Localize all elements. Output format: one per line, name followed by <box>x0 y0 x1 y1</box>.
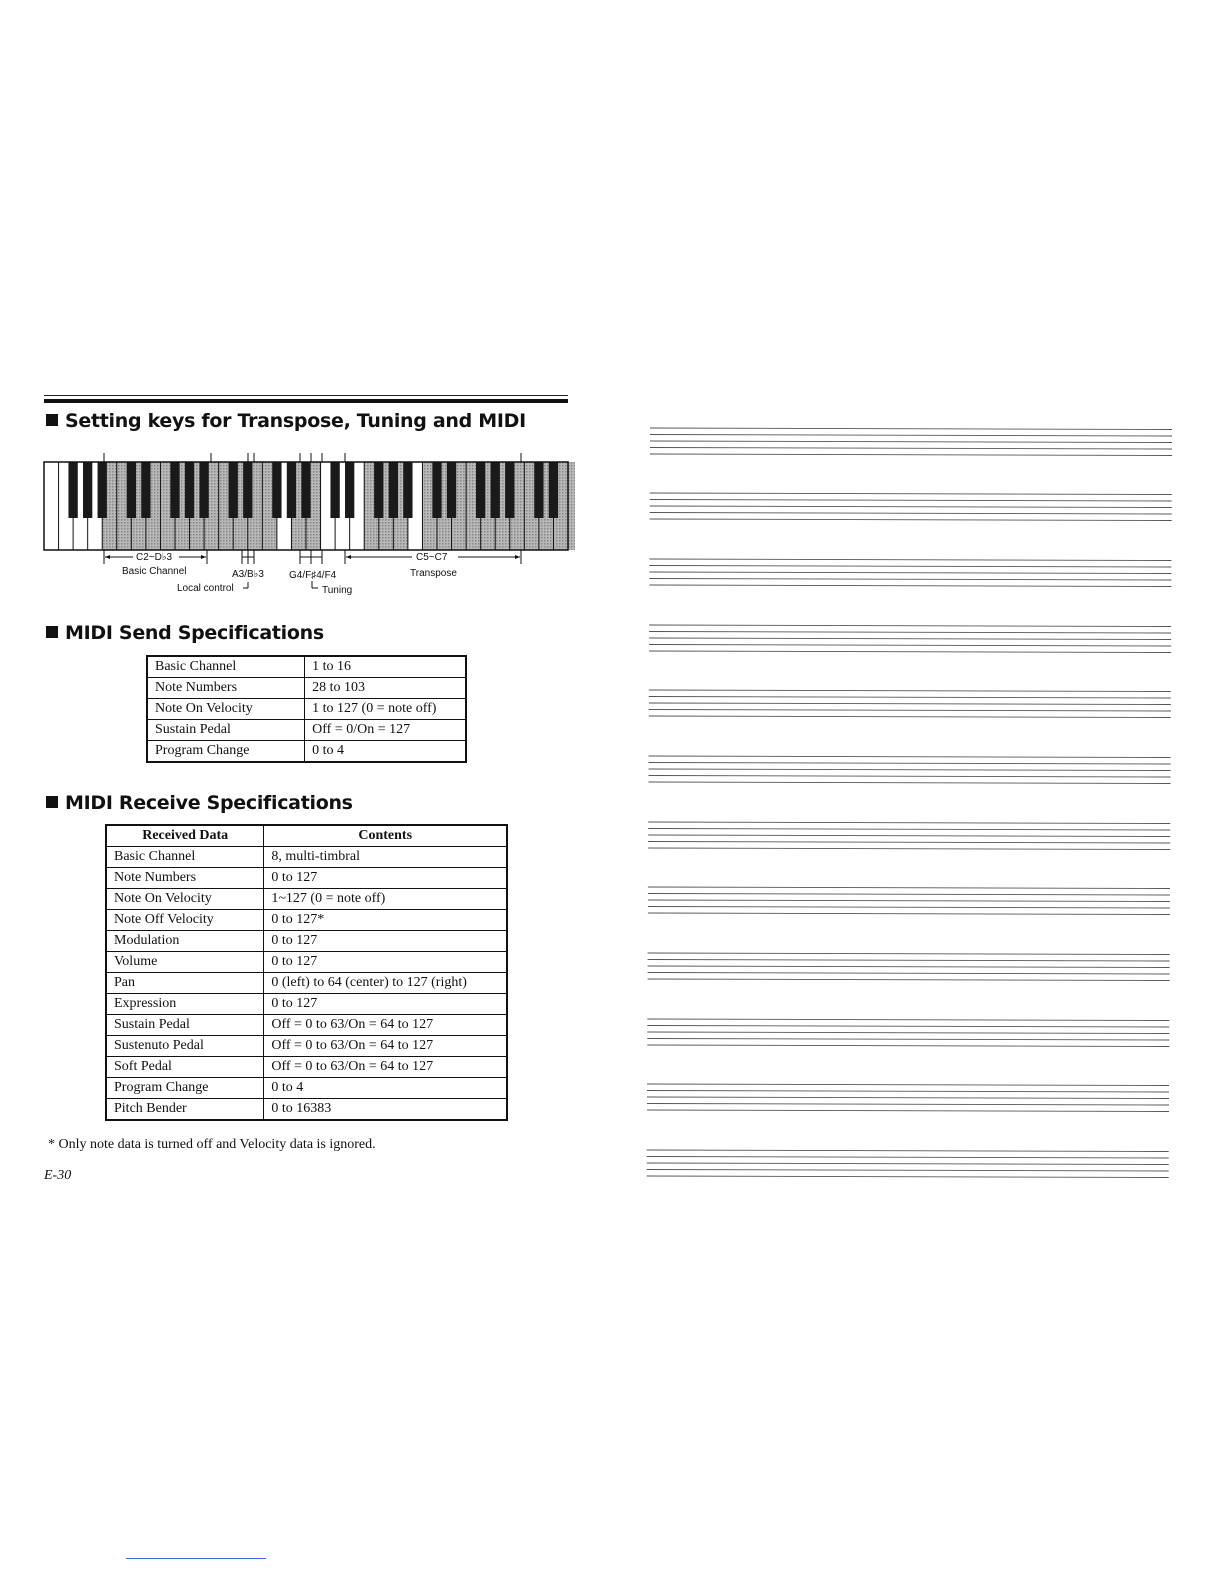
spec-item-cell: Note On Velocity <box>106 889 264 910</box>
spec-item-cell: Program Change <box>147 741 305 763</box>
column-header: Contents <box>264 825 507 847</box>
receive-spec-table <box>105 824 508 1121</box>
music-staff <box>649 625 1171 653</box>
transpose-range-label: C5~C7 <box>416 552 448 563</box>
spec-value-cell: 0 to 4 <box>305 741 466 763</box>
music-staff <box>647 1084 1169 1112</box>
spec-item-cell: Volume <box>106 952 264 973</box>
music-staff <box>650 428 1172 456</box>
send-section-heading: MIDI Send Specifications <box>46 622 324 644</box>
spec-item-cell: Soft Pedal <box>106 1057 264 1078</box>
spec-value-cell: 0 (left) to 64 (center) to 127 (right) <box>264 973 507 994</box>
spec-item-cell: Pitch Bender <box>106 1099 264 1121</box>
table-row <box>106 931 507 952</box>
table-row <box>106 1078 507 1099</box>
table-header-row <box>106 825 507 847</box>
table-row <box>106 910 507 931</box>
spec-value-cell: 0 to 127 <box>264 868 507 889</box>
spec-item-cell: Sustain Pedal <box>147 720 305 741</box>
spec-item-cell: Note Numbers <box>106 868 264 889</box>
key-tick-marks <box>104 453 521 462</box>
keyboard-section-heading: Setting keys for Transpose, Tuning and MIDI <box>46 410 526 432</box>
table-row <box>106 889 507 910</box>
spec-value-cell: 8, multi-timbral <box>264 847 507 868</box>
spec-item-cell: Note On Velocity <box>147 699 305 720</box>
spec-value-cell: Off = 0/On = 127 <box>305 720 466 741</box>
music-staff <box>649 690 1171 718</box>
spec-value-cell: 0 to 127* <box>264 910 507 931</box>
spec-item-cell: Basic Channel <box>106 847 264 868</box>
table-row <box>147 656 466 678</box>
blank-music-staves <box>640 420 1180 1185</box>
spec-item-cell: Program Change <box>106 1078 264 1099</box>
bottom-rule <box>126 1558 266 1559</box>
spec-item-cell: Note Off Velocity <box>106 910 264 931</box>
spec-value-cell: 0 to 16383 <box>264 1099 507 1121</box>
spec-value-cell: 0 to 4 <box>264 1078 507 1099</box>
spec-value-cell: Off = 0 to 63/On = 64 to 127 <box>264 1015 507 1036</box>
table-row <box>147 741 466 763</box>
local-control-label: Local control <box>177 583 234 594</box>
spec-item-cell: Expression <box>106 994 264 1015</box>
spec-item-cell: Modulation <box>106 931 264 952</box>
local-control-key-label: A3/B♭3 <box>232 569 264 580</box>
table-row <box>147 720 466 741</box>
spec-value-cell: 0 to 127 <box>264 931 507 952</box>
music-staff <box>649 559 1171 587</box>
column-header: Received Data <box>106 825 264 847</box>
spec-value-cell: 1~127 (0 = note off) <box>264 889 507 910</box>
spec-value-cell: 1 to 127 (0 = note off) <box>305 699 466 720</box>
music-staff <box>648 953 1170 981</box>
spec-item-cell: Sustain Pedal <box>106 1015 264 1036</box>
table-row <box>106 1099 507 1121</box>
basic-channel-range-label: C2~D♭3 <box>136 552 173 563</box>
transpose-label: Transpose <box>410 568 457 579</box>
header-rule-thin <box>44 395 568 396</box>
tuning-keys-label: G4/F♯4/F4 <box>289 570 337 581</box>
header-rule-thick <box>44 399 568 403</box>
page-number: E-30 <box>44 1168 72 1183</box>
spec-value-cell: 0 to 127 <box>264 952 507 973</box>
table-row <box>106 1036 507 1057</box>
table-row <box>106 994 507 1015</box>
spec-value-cell: 1 to 16 <box>305 656 466 678</box>
table-row <box>106 847 507 868</box>
spec-value-cell: 28 to 103 <box>305 678 466 699</box>
spec-value-cell: 0 to 127 <box>264 994 507 1015</box>
music-staff <box>649 756 1171 784</box>
footnote: * Only note data is turned off and Velocity data is ignored. <box>48 1137 376 1152</box>
music-staff <box>650 493 1172 521</box>
tuning-label: Tuning <box>322 585 353 596</box>
spec-item-cell: Sustenuto Pedal <box>106 1036 264 1057</box>
spec-value-cell: Off = 0 to 63/On = 64 to 127 <box>264 1036 507 1057</box>
square-bullet-icon <box>46 414 58 426</box>
table-row <box>147 699 466 720</box>
spec-item-cell: Pan <box>106 973 264 994</box>
music-staff <box>648 887 1170 915</box>
receive-section-heading: MIDI Receive Specifications <box>46 792 353 814</box>
music-staff <box>648 822 1170 850</box>
spec-item-cell: Note Numbers <box>147 678 305 699</box>
table-row <box>106 1015 507 1036</box>
table-row <box>106 973 507 994</box>
spec-value-cell: Off = 0 to 63/On = 64 to 127 <box>264 1057 507 1078</box>
table-row <box>106 868 507 889</box>
music-staff <box>647 1019 1169 1047</box>
basic-channel-label: Basic Channel <box>122 566 187 577</box>
square-bullet-icon <box>46 626 58 638</box>
table-row <box>106 1057 507 1078</box>
send-spec-table <box>146 655 467 763</box>
square-bullet-icon <box>46 796 58 808</box>
table-row <box>106 952 507 973</box>
keyboard-diagram <box>40 450 575 555</box>
table-row <box>147 678 466 699</box>
music-staff <box>647 1150 1169 1178</box>
spec-item-cell: Basic Channel <box>147 656 305 678</box>
